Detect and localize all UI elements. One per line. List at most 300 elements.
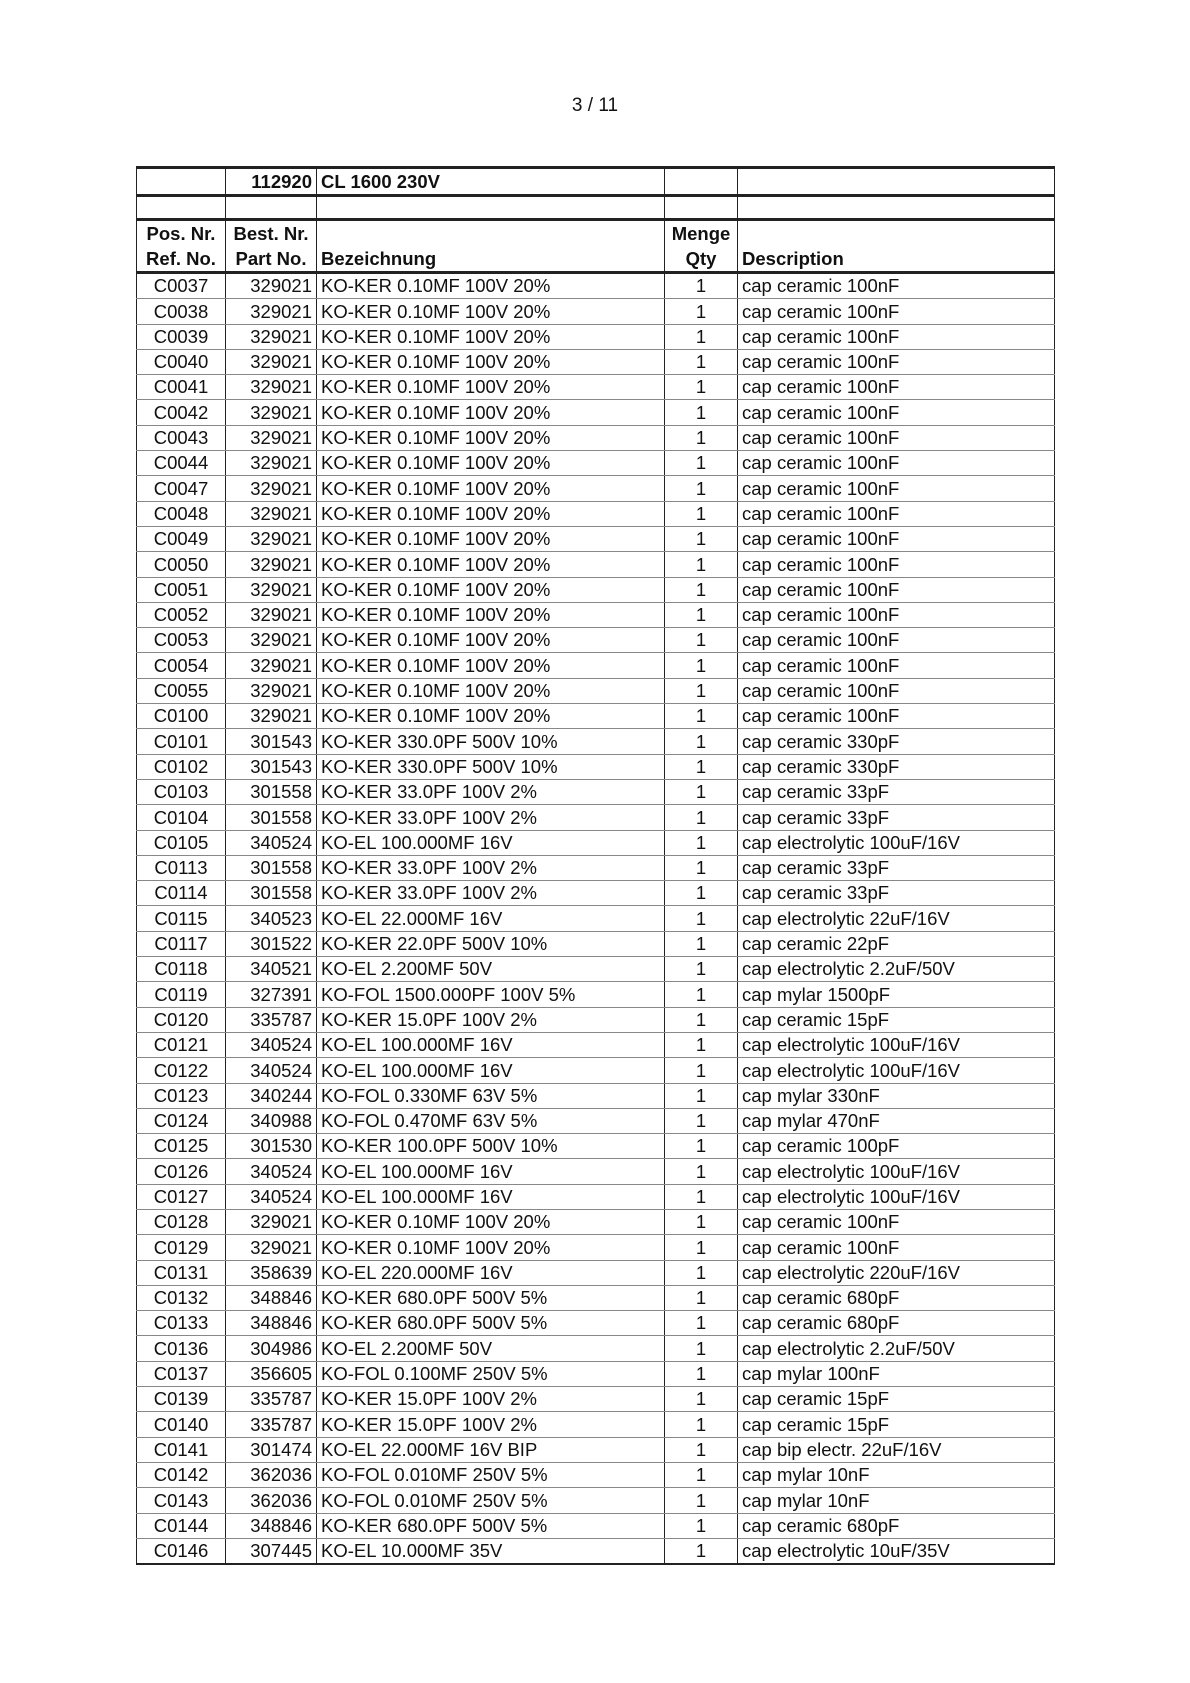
cell-part-no: 329021 <box>226 1209 317 1234</box>
table-row <box>137 1513 1055 1538</box>
cell-description: cap electrolytic 100uF/16V <box>738 830 1055 855</box>
cell-ref-no: C0127 <box>137 1184 226 1209</box>
page-number: 3 / 11 <box>571 95 619 116</box>
cell-qty: 1 <box>665 1235 738 1260</box>
cell-part-no: 329021 <box>226 501 317 526</box>
cell-bezeichnung: KO-KER 33.0PF 100V 2% <box>317 805 665 830</box>
cell-description: cap ceramic 100nF <box>738 1235 1055 1260</box>
cell-description: cap electrolytic 22uF/16V <box>738 906 1055 931</box>
cell-ref-no: C0133 <box>137 1311 226 1336</box>
table-row <box>137 805 1055 830</box>
cell-qty: 1 <box>665 1134 738 1159</box>
cell-description: cap electrolytic 10uF/35V <box>738 1538 1055 1564</box>
cell-bezeichnung: KO-KER 15.0PF 100V 2% <box>317 1007 665 1032</box>
cell-qty: 1 <box>665 931 738 956</box>
cell-description: cap electrolytic 100uF/16V <box>738 1058 1055 1083</box>
table-row <box>137 982 1055 1007</box>
cell-description: cap ceramic 100nF <box>738 501 1055 526</box>
cell-qty: 1 <box>665 1260 738 1285</box>
cell-qty: 1 <box>665 982 738 1007</box>
cell-qty: 1 <box>665 830 738 855</box>
cell-bezeichnung: KO-KER 680.0PF 500V 5% <box>317 1311 665 1336</box>
cell-description: cap ceramic 100nF <box>738 704 1055 729</box>
cell-ref-no: C0039 <box>137 324 226 349</box>
table-row <box>137 1462 1055 1487</box>
cell-description: cap mylar 10nF <box>738 1462 1055 1487</box>
header-qty: Menge Qty <box>665 220 738 273</box>
cell-description: cap ceramic 33pF <box>738 881 1055 906</box>
cell-bezeichnung: KO-KER 680.0PF 500V 5% <box>317 1285 665 1310</box>
table-row <box>137 476 1055 501</box>
cell-description: cap ceramic 680pF <box>738 1311 1055 1336</box>
table-row <box>137 451 1055 476</box>
cell-qty: 1 <box>665 1462 738 1487</box>
table-row <box>137 577 1055 602</box>
cell-part-no: 329021 <box>226 476 317 501</box>
cell-part-no: 329021 <box>226 653 317 678</box>
cell-qty: 1 <box>665 1538 738 1564</box>
cell-description: cap ceramic 100nF <box>738 653 1055 678</box>
table-row <box>137 349 1055 374</box>
cell-part-no: 329021 <box>226 628 317 653</box>
table-row <box>137 501 1055 526</box>
document-title: CL 1600 230V <box>317 168 665 196</box>
cell-ref-no: C0128 <box>137 1209 226 1234</box>
cell-description: cap ceramic 33pF <box>738 855 1055 880</box>
cell-part-no: 301558 <box>226 779 317 804</box>
cell-description: cap ceramic 680pF <box>738 1513 1055 1538</box>
table-row <box>137 1260 1055 1285</box>
cell-ref-no: C0037 <box>137 273 226 299</box>
table-row <box>137 1311 1055 1336</box>
cell-part-no: 340524 <box>226 1032 317 1057</box>
cell-ref-no: C0131 <box>137 1260 226 1285</box>
table-row <box>137 1235 1055 1260</box>
table-row <box>137 1184 1055 1209</box>
cell-bezeichnung: KO-KER 0.10MF 100V 20% <box>317 653 665 678</box>
cell-bezeichnung: KO-EL 2.200MF 50V <box>317 1336 665 1361</box>
cell-description: cap mylar 330nF <box>738 1083 1055 1108</box>
cell-qty: 1 <box>665 1387 738 1412</box>
cell-description: cap ceramic 100nF <box>738 299 1055 324</box>
cell-description: cap ceramic 33pF <box>738 779 1055 804</box>
cell-qty: 1 <box>665 653 738 678</box>
title-row <box>137 168 1055 196</box>
table-row <box>137 830 1055 855</box>
cell-ref-no: C0047 <box>137 476 226 501</box>
cell-qty: 1 <box>665 779 738 804</box>
cell-qty: 1 <box>665 1058 738 1083</box>
cell-part-no: 362036 <box>226 1462 317 1487</box>
table-row <box>137 1437 1055 1462</box>
cell-bezeichnung: KO-EL 100.000MF 16V <box>317 830 665 855</box>
cell-bezeichnung: KO-KER 0.10MF 100V 20% <box>317 628 665 653</box>
cell-part-no: 329021 <box>226 425 317 450</box>
cell-description: cap ceramic 680pF <box>738 1285 1055 1310</box>
cell-bezeichnung: KO-FOL 1500.000PF 100V 5% <box>317 982 665 1007</box>
cell-ref-no: C0048 <box>137 501 226 526</box>
cell-ref-no: C0119 <box>137 982 226 1007</box>
cell-description: cap mylar 1500pF <box>738 982 1055 1007</box>
cell-description: cap ceramic 100nF <box>738 526 1055 551</box>
cell-ref-no: C0129 <box>137 1235 226 1260</box>
table-row <box>137 1488 1055 1513</box>
cell-description: cap mylar 470nF <box>738 1108 1055 1133</box>
cell-bezeichnung: KO-KER 330.0PF 500V 10% <box>317 729 665 754</box>
cell-description: cap ceramic 100nF <box>738 602 1055 627</box>
cell-ref-no: C0043 <box>137 425 226 450</box>
table-row <box>137 1209 1055 1234</box>
cell-part-no: 335787 <box>226 1007 317 1032</box>
cell-qty: 1 <box>665 1361 738 1386</box>
table-row <box>137 375 1055 400</box>
cell-qty: 1 <box>665 577 738 602</box>
cell-bezeichnung: KO-KER 0.10MF 100V 20% <box>317 526 665 551</box>
table-row <box>137 1007 1055 1032</box>
cell-description: cap ceramic 100nF <box>738 324 1055 349</box>
cell-qty: 1 <box>665 1108 738 1133</box>
cell-qty: 1 <box>665 602 738 627</box>
cell-description: cap ceramic 100nF <box>738 349 1055 374</box>
cell-part-no: 329021 <box>226 678 317 703</box>
cell-part-no: 329021 <box>226 577 317 602</box>
cell-ref-no: C0100 <box>137 704 226 729</box>
cell-description: cap ceramic 100nF <box>738 425 1055 450</box>
cell-bezeichnung: KO-KER 33.0PF 100V 2% <box>317 881 665 906</box>
cell-ref-no: C0101 <box>137 729 226 754</box>
cell-part-no: 362036 <box>226 1488 317 1513</box>
cell-bezeichnung: KO-KER 15.0PF 100V 2% <box>317 1387 665 1412</box>
cell-part-no: 329021 <box>226 552 317 577</box>
cell-description: cap ceramic 100nF <box>738 1209 1055 1234</box>
table-row <box>137 653 1055 678</box>
table-row <box>137 1134 1055 1159</box>
cell-qty: 1 <box>665 1488 738 1513</box>
table-row <box>137 881 1055 906</box>
cell-qty: 1 <box>665 451 738 476</box>
table-row <box>137 400 1055 425</box>
cell-qty: 1 <box>665 754 738 779</box>
cell-ref-no: C0105 <box>137 830 226 855</box>
cell-description: cap ceramic 100nF <box>738 628 1055 653</box>
table-row <box>137 729 1055 754</box>
cell-bezeichnung: KO-KER 33.0PF 100V 2% <box>317 855 665 880</box>
cell-bezeichnung: KO-FOL 0.010MF 250V 5% <box>317 1462 665 1487</box>
cell-part-no: 358639 <box>226 1260 317 1285</box>
cell-description: cap ceramic 100nF <box>738 273 1055 299</box>
cell-qty: 1 <box>665 501 738 526</box>
cell-part-no: 340524 <box>226 1058 317 1083</box>
cell-qty: 1 <box>665 906 738 931</box>
cell-part-no: 301543 <box>226 754 317 779</box>
cell-qty: 1 <box>665 704 738 729</box>
cell-part-no: 329021 <box>226 526 317 551</box>
cell-part-no: 327391 <box>226 982 317 1007</box>
cell-part-no: 329021 <box>226 451 317 476</box>
cell-ref-no: C0136 <box>137 1336 226 1361</box>
cell-description: cap ceramic 330pF <box>738 754 1055 779</box>
cell-qty: 1 <box>665 1159 738 1184</box>
cell-qty: 1 <box>665 1184 738 1209</box>
table-row <box>137 1058 1055 1083</box>
cell-part-no: 329021 <box>226 273 317 299</box>
table-row <box>137 526 1055 551</box>
table-row <box>137 678 1055 703</box>
cell-ref-no: C0118 <box>137 957 226 982</box>
cell-ref-no: C0102 <box>137 754 226 779</box>
cell-bezeichnung: KO-KER 0.10MF 100V 20% <box>317 299 665 324</box>
cell-part-no: 301530 <box>226 1134 317 1159</box>
cell-ref-no: C0146 <box>137 1538 226 1564</box>
cell-ref-no: C0114 <box>137 881 226 906</box>
cell-ref-no: C0041 <box>137 375 226 400</box>
cell-ref-no: C0050 <box>137 552 226 577</box>
table-row <box>137 704 1055 729</box>
cell-qty: 1 <box>665 299 738 324</box>
cell-ref-no: C0044 <box>137 451 226 476</box>
cell-bezeichnung: KO-KER 0.10MF 100V 20% <box>317 501 665 526</box>
table-row <box>137 1336 1055 1361</box>
cell-ref-no: C0125 <box>137 1134 226 1159</box>
cell-description: cap bip electr. 22uF/16V <box>738 1437 1055 1462</box>
cell-ref-no: C0144 <box>137 1513 226 1538</box>
cell-qty: 1 <box>665 1336 738 1361</box>
cell-description: cap ceramic 22pF <box>738 931 1055 956</box>
cell-description: cap ceramic 100nF <box>738 577 1055 602</box>
cell-description: cap electrolytic 2.2uF/50V <box>738 957 1055 982</box>
cell-ref-no: C0054 <box>137 653 226 678</box>
table-row <box>137 906 1055 931</box>
cell-ref-no: C0120 <box>137 1007 226 1032</box>
table-row <box>137 754 1055 779</box>
cell-ref-no: C0126 <box>137 1159 226 1184</box>
cell-bezeichnung: KO-EL 100.000MF 16V <box>317 1058 665 1083</box>
cell-ref-no: C0142 <box>137 1462 226 1487</box>
cell-bezeichnung: KO-KER 330.0PF 500V 10% <box>317 754 665 779</box>
cell-part-no: 340988 <box>226 1108 317 1133</box>
cell-part-no: 348846 <box>226 1311 317 1336</box>
cell-qty: 1 <box>665 1083 738 1108</box>
cell-qty: 1 <box>665 805 738 830</box>
cell-part-no: 348846 <box>226 1285 317 1310</box>
cell-bezeichnung: KO-KER 0.10MF 100V 20% <box>317 577 665 602</box>
cell-qty: 1 <box>665 375 738 400</box>
cell-ref-no: C0115 <box>137 906 226 931</box>
header-bezeichnung: Bezeichnung <box>317 220 665 273</box>
table-row <box>137 1412 1055 1437</box>
table-row <box>137 1159 1055 1184</box>
table-row <box>137 324 1055 349</box>
cell-bezeichnung: KO-EL 10.000MF 35V <box>317 1538 665 1564</box>
cell-part-no: 304986 <box>226 1336 317 1361</box>
cell-part-no: 340524 <box>226 1159 317 1184</box>
table-row <box>137 552 1055 577</box>
cell-ref-no: C0042 <box>137 400 226 425</box>
cell-part-no: 340524 <box>226 830 317 855</box>
table-row <box>137 1361 1055 1386</box>
cell-bezeichnung: KO-FOL 0.010MF 250V 5% <box>317 1488 665 1513</box>
cell-description: cap mylar 10nF <box>738 1488 1055 1513</box>
cell-ref-no: C0122 <box>137 1058 226 1083</box>
cell-part-no: 329021 <box>226 324 317 349</box>
cell-description: cap electrolytic 100uF/16V <box>738 1032 1055 1057</box>
header-description: Description <box>738 220 1055 273</box>
table-row <box>137 1032 1055 1057</box>
cell-qty: 1 <box>665 957 738 982</box>
cell-part-no: 329021 <box>226 400 317 425</box>
cell-description: cap ceramic 100nF <box>738 400 1055 425</box>
cell-part-no: 329021 <box>226 704 317 729</box>
table-row <box>137 628 1055 653</box>
cell-qty: 1 <box>665 729 738 754</box>
cell-bezeichnung: KO-EL 100.000MF 16V <box>317 1032 665 1057</box>
cell-bezeichnung: KO-EL 22.000MF 16V <box>317 906 665 931</box>
table-row <box>137 299 1055 324</box>
cell-bezeichnung: KO-KER 0.10MF 100V 20% <box>317 400 665 425</box>
cell-ref-no: C0040 <box>137 349 226 374</box>
table-row <box>137 855 1055 880</box>
cell-description: cap ceramic 100nF <box>738 552 1055 577</box>
cell-bezeichnung: KO-KER 0.10MF 100V 20% <box>317 1235 665 1260</box>
cell-bezeichnung: KO-KER 0.10MF 100V 20% <box>317 349 665 374</box>
table-row <box>137 957 1055 982</box>
cell-description: cap mylar 100nF <box>738 1361 1055 1386</box>
cell-part-no: 335787 <box>226 1412 317 1437</box>
cell-bezeichnung: KO-KER 680.0PF 500V 5% <box>317 1513 665 1538</box>
cell-bezeichnung: KO-KER 0.10MF 100V 20% <box>317 324 665 349</box>
cell-description: cap electrolytic 2.2uF/50V <box>738 1336 1055 1361</box>
parts-list-table <box>136 166 1055 1565</box>
cell-part-no: 301522 <box>226 931 317 956</box>
cell-bezeichnung: KO-FOL 0.470MF 63V 5% <box>317 1108 665 1133</box>
cell-part-no: 340521 <box>226 957 317 982</box>
cell-part-no: 329021 <box>226 602 317 627</box>
cell-bezeichnung: KO-KER 0.10MF 100V 20% <box>317 602 665 627</box>
cell-part-no: 301558 <box>226 805 317 830</box>
table-row <box>137 1387 1055 1412</box>
cell-part-no: 301474 <box>226 1437 317 1462</box>
cell-qty: 1 <box>665 1032 738 1057</box>
cell-bezeichnung: KO-EL 22.000MF 16V BIP <box>317 1437 665 1462</box>
cell-description: cap ceramic 15pF <box>738 1387 1055 1412</box>
cell-ref-no: C0137 <box>137 1361 226 1386</box>
cell-bezeichnung: KO-KER 0.10MF 100V 20% <box>317 678 665 703</box>
cell-ref-no: C0104 <box>137 805 226 830</box>
table-row <box>137 931 1055 956</box>
cell-part-no: 356605 <box>226 1361 317 1386</box>
cell-bezeichnung: KO-KER 0.10MF 100V 20% <box>317 375 665 400</box>
cell-part-no: 329021 <box>226 375 317 400</box>
cell-bezeichnung: KO-KER 0.10MF 100V 20% <box>317 451 665 476</box>
cell-description: cap electrolytic 100uF/16V <box>738 1184 1055 1209</box>
header-pos: Pos. Nr. Ref. No. <box>137 220 226 273</box>
cell-part-no: 329021 <box>226 349 317 374</box>
cell-bezeichnung: KO-KER 0.10MF 100V 20% <box>317 552 665 577</box>
cell-qty: 1 <box>665 1285 738 1310</box>
cell-qty: 1 <box>665 1437 738 1462</box>
cell-qty: 1 <box>665 425 738 450</box>
cell-qty: 1 <box>665 678 738 703</box>
cell-qty: 1 <box>665 628 738 653</box>
cell-qty: 1 <box>665 349 738 374</box>
cell-description: cap ceramic 100nF <box>738 476 1055 501</box>
spacer-row <box>137 196 1055 220</box>
cell-bezeichnung: KO-FOL 0.100MF 250V 5% <box>317 1361 665 1386</box>
cell-bezeichnung: KO-EL 2.200MF 50V <box>317 957 665 982</box>
table-row <box>137 1108 1055 1133</box>
cell-ref-no: C0143 <box>137 1488 226 1513</box>
cell-qty: 1 <box>665 1007 738 1032</box>
cell-ref-no: C0117 <box>137 931 226 956</box>
cell-description: cap ceramic 15pF <box>738 1412 1055 1437</box>
cell-description: cap ceramic 15pF <box>738 1007 1055 1032</box>
cell-description: cap ceramic 100nF <box>738 451 1055 476</box>
cell-bezeichnung: KO-KER 0.10MF 100V 20% <box>317 476 665 501</box>
cell-bezeichnung: KO-EL 100.000MF 16V <box>317 1184 665 1209</box>
cell-ref-no: C0113 <box>137 855 226 880</box>
cell-description: cap ceramic 330pF <box>738 729 1055 754</box>
cell-ref-no: C0124 <box>137 1108 226 1133</box>
cell-description: cap ceramic 33pF <box>738 805 1055 830</box>
cell-part-no: 340524 <box>226 1184 317 1209</box>
order-number: 112920 <box>226 168 317 196</box>
cell-qty: 1 <box>665 1412 738 1437</box>
cell-description: cap electrolytic 220uF/16V <box>738 1260 1055 1285</box>
cell-qty: 1 <box>665 552 738 577</box>
cell-qty: 1 <box>665 526 738 551</box>
table-row <box>137 779 1055 804</box>
cell-bezeichnung: KO-KER 0.10MF 100V 20% <box>317 425 665 450</box>
cell-part-no: 340523 <box>226 906 317 931</box>
cell-bezeichnung: KO-KER 15.0PF 100V 2% <box>317 1412 665 1437</box>
table-row <box>137 425 1055 450</box>
cell-ref-no: C0049 <box>137 526 226 551</box>
cell-ref-no: C0052 <box>137 602 226 627</box>
cell-part-no: 329021 <box>226 1235 317 1260</box>
table-row <box>137 1285 1055 1310</box>
cell-ref-no: C0140 <box>137 1412 226 1437</box>
cell-bezeichnung: KO-FOL 0.330MF 63V 5% <box>317 1083 665 1108</box>
cell-bezeichnung: KO-KER 0.10MF 100V 20% <box>317 704 665 729</box>
cell-bezeichnung: KO-KER 0.10MF 100V 20% <box>317 273 665 299</box>
table-row <box>137 1538 1055 1564</box>
cell-part-no: 335787 <box>226 1387 317 1412</box>
cell-qty: 1 <box>665 324 738 349</box>
cell-description: cap ceramic 100pF <box>738 1134 1055 1159</box>
cell-ref-no: C0121 <box>137 1032 226 1057</box>
cell-part-no: 301543 <box>226 729 317 754</box>
cell-description: cap ceramic 100nF <box>738 678 1055 703</box>
cell-bezeichnung: KO-KER 0.10MF 100V 20% <box>317 1209 665 1234</box>
cell-qty: 1 <box>665 476 738 501</box>
cell-part-no: 340244 <box>226 1083 317 1108</box>
cell-qty: 1 <box>665 855 738 880</box>
cell-ref-no: C0051 <box>137 577 226 602</box>
cell-part-no: 329021 <box>226 299 317 324</box>
cell-qty: 1 <box>665 273 738 299</box>
table-row <box>137 602 1055 627</box>
cell-qty: 1 <box>665 1311 738 1336</box>
cell-qty: 1 <box>665 1513 738 1538</box>
cell-part-no: 348846 <box>226 1513 317 1538</box>
cell-bezeichnung: KO-KER 100.0PF 500V 10% <box>317 1134 665 1159</box>
cell-part-no: 307445 <box>226 1538 317 1564</box>
table-row <box>137 1083 1055 1108</box>
cell-description: cap electrolytic 100uF/16V <box>738 1159 1055 1184</box>
header-part: Best. Nr. Part No. <box>226 220 317 273</box>
cell-ref-no: C0139 <box>137 1387 226 1412</box>
table-row <box>137 273 1055 299</box>
